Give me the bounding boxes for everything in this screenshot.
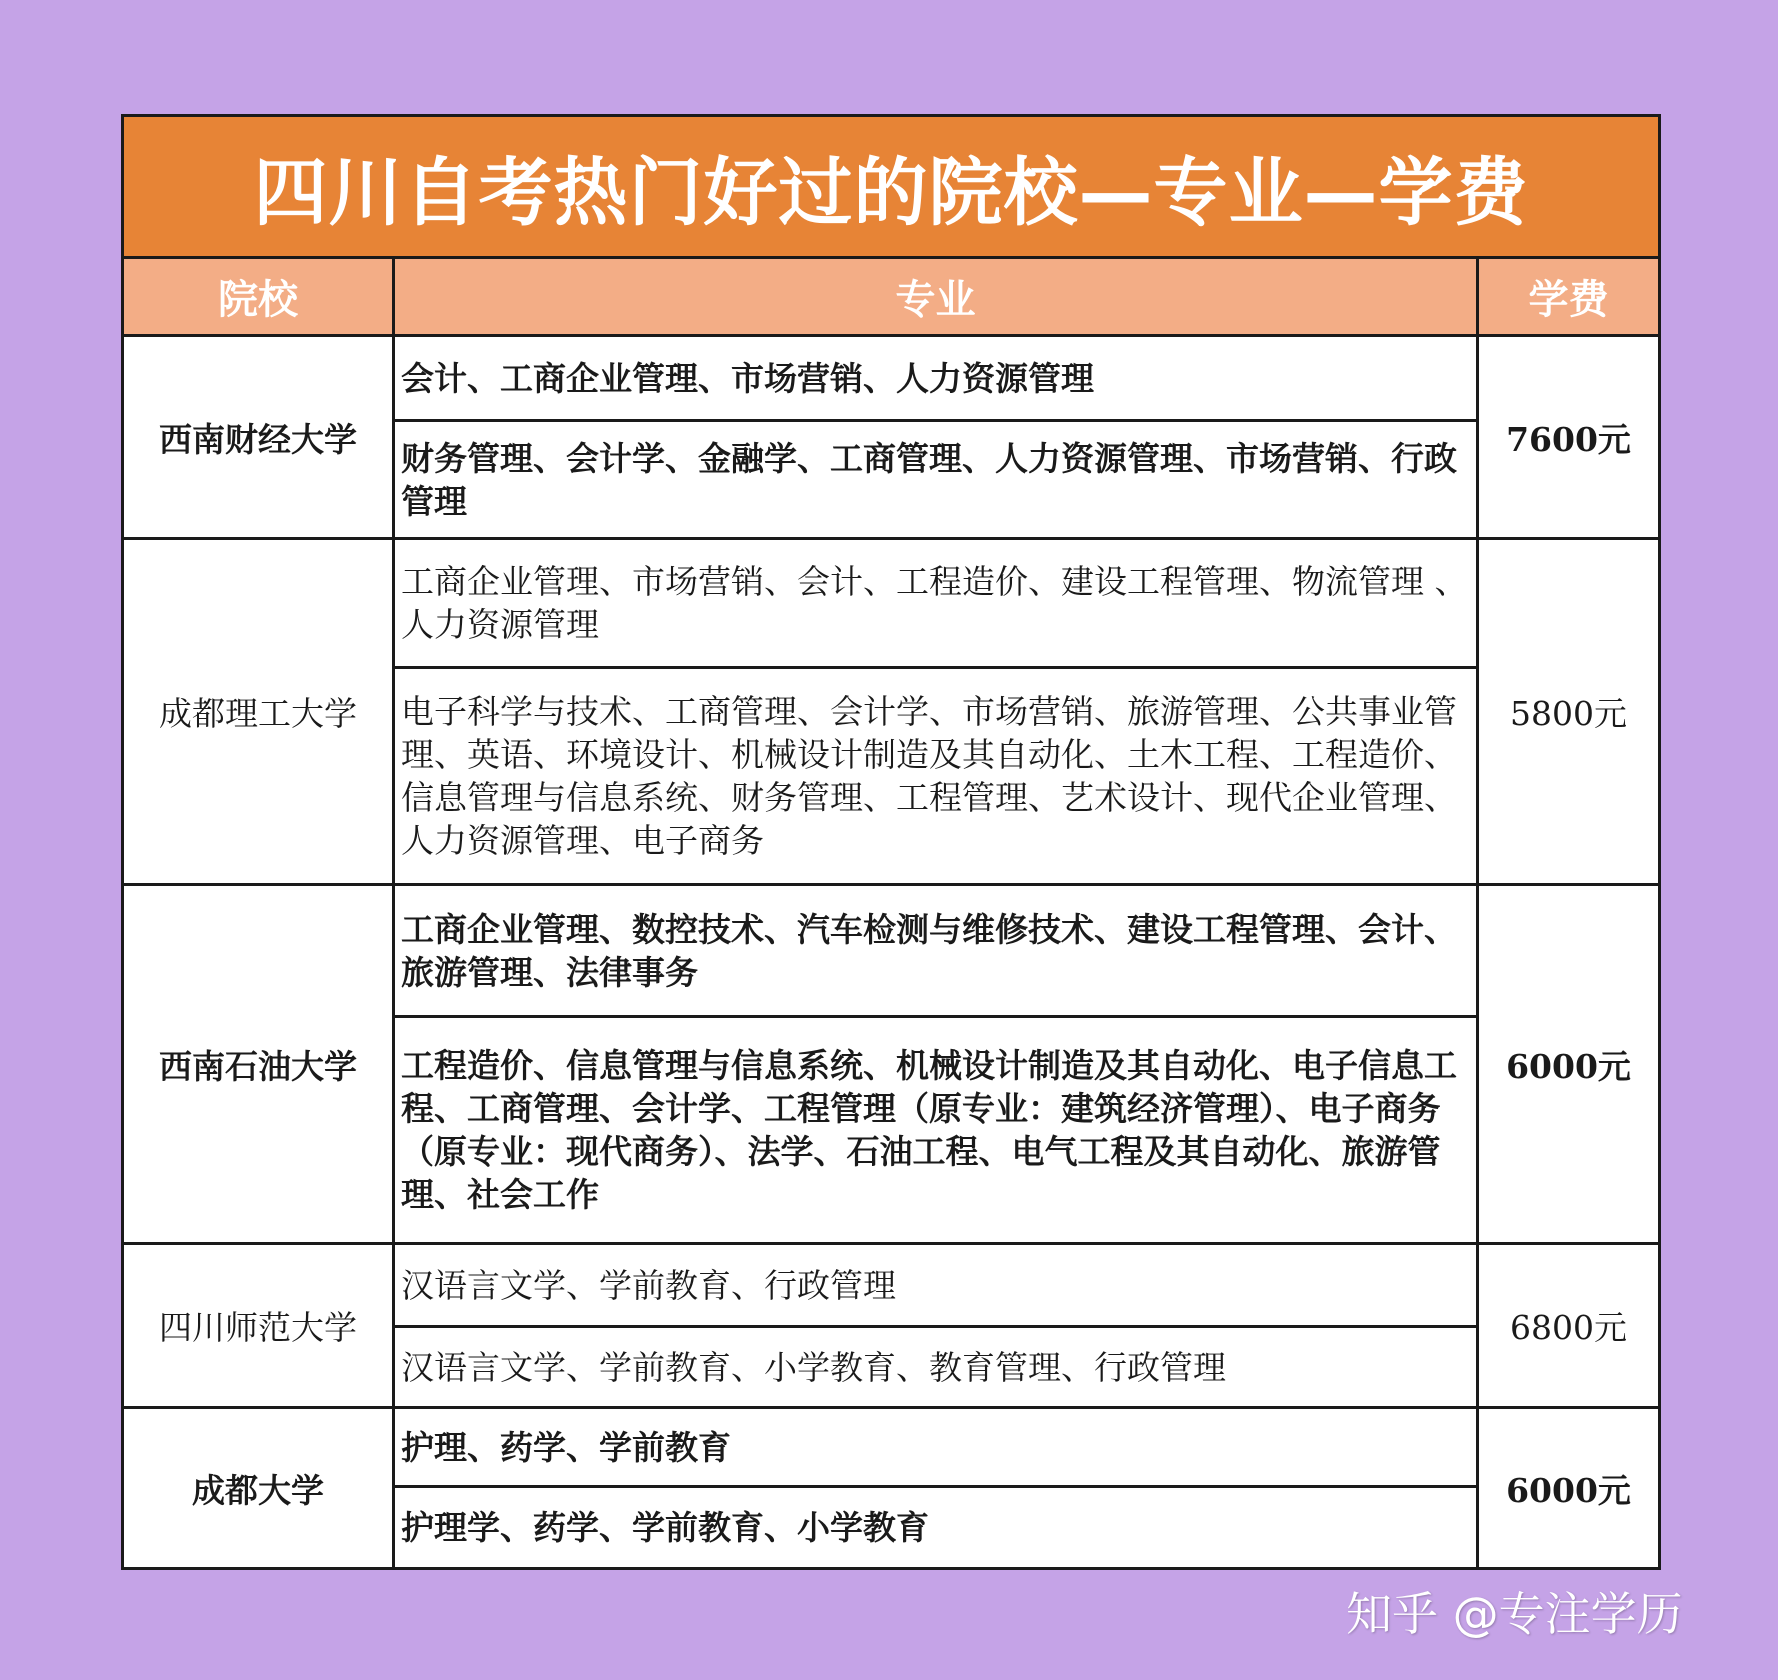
fee-table [121,114,1661,1570]
fee-value: 6800元 [1510,1308,1627,1347]
major-list [401,1018,1471,1242]
major-list [401,1245,1471,1325]
header-fee: 学费 [1528,277,1609,323]
school-name: 四川师范大学 [159,1308,357,1347]
column-divider [392,259,395,1567]
page-title: 四川自考热门好过的院校—专业—学费 [253,149,1529,236]
major-text: 财务管理、会计学、金融学、工商管理、人力资源管理、市场营销、行政管理 [401,438,1457,521]
school-name: 成都理工大学 [159,694,357,733]
fee-value: 7600元 [1506,419,1631,459]
school-name: 西南石油大学 [159,1046,357,1086]
school-name: 成都大学 [192,1470,324,1510]
major-text: 护理、药学、学前教育 [401,1427,731,1467]
fee-value: 6000元 [1506,1470,1631,1510]
major-list [401,540,1471,666]
major-text: 护理学、药学、学前教育、小学教育 [401,1508,929,1547]
major-list [401,337,1471,419]
watermark: 知乎 @专注学历 [1346,1587,1683,1641]
major-list [401,886,1471,1015]
major-text: 汉语言文学、学前教育、小学教育、教育管理、行政管理 [401,1347,1226,1387]
table-header-row [124,259,1658,337]
major-list [401,1409,1471,1485]
fee-value: 6000元 [1506,1046,1631,1086]
major-text: 工程造价、信息管理与信息系统、机械设计制造及其自动化、电子信息工程、工商管理、会计学、工程管理（原专业：建筑经济管理）、电子商务（原专业：现代商务）、法学、石油工程、电气工程及其自动化、旅游管理、社会工作 [401,1046,1457,1214]
title-bar [124,117,1658,259]
major-list [401,669,1471,883]
school-name: 西南财经大学 [159,419,357,459]
header-school: 院校 [218,277,298,323]
major-text: 工商企业管理、市场营销、会计、工程造价、建设工程管理、物流管理 、人力资源管理 [401,562,1468,644]
major-text: 汉语言文学、学前教育、行政管理 [401,1265,896,1305]
header-major: 专业 [895,277,976,323]
major-text: 会计、工商企业管理、市场营销、人力资源管理 [401,358,1094,398]
major-list [401,1328,1471,1406]
major-text: 电子科学与技术、工商管理、会计学、市场营销、旅游管理、公共事业管理、英语、环境设计、机械设计制造及其自动化、土木工程、工程造价、信息管理与信息系统、财务管理、工程管理、艺术设计、现代企业管理、人力资源管理、电子商务 [401,692,1457,860]
major-list [401,1488,1471,1567]
major-list [401,422,1471,537]
major-text: 工商企业管理、数控技术、汽车检测与维修技术、建设工程管理、会计、旅游管理、法律事务 [401,909,1457,992]
fee-value: 5800元 [1510,694,1627,733]
